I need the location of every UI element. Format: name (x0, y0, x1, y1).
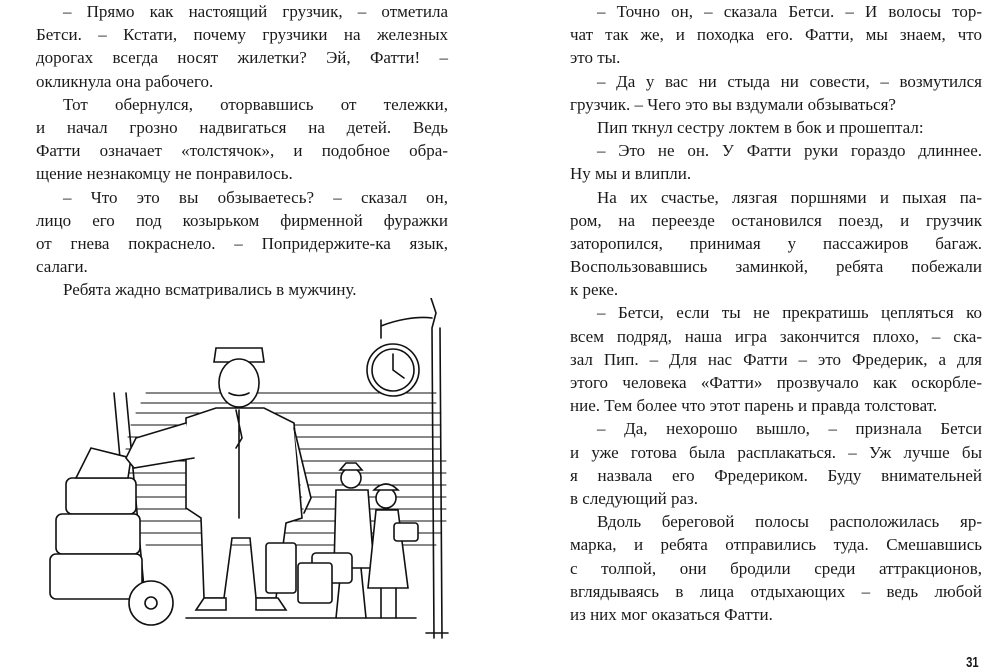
text-line: заторопился, принимая у пассажиров багаж. (570, 233, 982, 253)
text-line: лицо его под козырьком фирменной фуражки (36, 210, 448, 230)
text-line: этого человека «Фатти» прозвучало как оскорбле- (570, 373, 982, 392)
text-line: из них мог оказаться Фатти. (570, 604, 773, 624)
text-line: зал Пип. – Для нас Фатти – это Фредерик, а для (570, 349, 982, 369)
left-page-text (36, 0, 448, 301)
text-line: салаги. (36, 257, 88, 277)
text-line: – Что это вы обзываетесь? – сказал он, (63, 187, 448, 207)
text-line: ром, на переезде остановился поезд, и грузчик (570, 210, 982, 230)
text-line: Вдоль береговой полосы расположилась яр- (597, 512, 982, 532)
text-line: – Бетси, если ты не прекратишь цепляться ко (597, 303, 982, 323)
text-line: к реке. (570, 280, 619, 300)
text-line: и начал грозно надвигаться на детей. Ведь (36, 117, 448, 137)
text-line: Пип ткнул сестру локтем в бок и прошептал: (597, 117, 924, 137)
text-line: Тот обернулся, оторвавшись от тележки, (63, 94, 448, 114)
right-page-text (570, 0, 982, 626)
text-line: На их счастье, лязгая поршнями и пыхая па- (597, 187, 982, 207)
text-line: Фатти означает «толстячок», и подобное обра- (36, 141, 448, 161)
text-line: марка, и ребята отправились туда. Смешавшись (570, 535, 982, 555)
page-number: 31 (966, 654, 979, 671)
text-line: грузчик. – Чего это вы вздумали обзываться? (570, 94, 896, 114)
text-line: окликнула она рабочего. (36, 71, 214, 91)
text-line: Воспользовавшись заминкой, ребята побежали (570, 257, 982, 277)
text-line: дорогах всегда носят жилетки? Эй, Фатти! – (36, 48, 448, 68)
text-line: и уже готова была расплакаться. – Уж лучше бы (570, 442, 982, 462)
text-line: щение незнакомцу не понравилось. (36, 164, 293, 184)
text-line: – Прямо как настоящий грузчик, – отметила (63, 2, 448, 21)
text-line: чат так же, и походка его. Фатти, мы знаем, что (570, 25, 982, 45)
text-line: вглядываясь в лица отдыхающих – ведь любой (570, 581, 982, 601)
text-line: это ты. (570, 48, 621, 68)
text-line: Бетси. – Кстати, почему грузчики на железных (36, 25, 448, 45)
text-line: в следующий раз. (570, 488, 699, 508)
text-line: Ну мы и влипли. (570, 164, 692, 184)
text-line: я назвала его Фредериком. Буду внимательней (570, 465, 982, 485)
text-line: – Да у вас ни стыда ни совести, – возмутился (597, 71, 982, 91)
porter-station-illustration (36, 298, 460, 648)
text-line: – Точно он, – сказала Бетси. – И волосы тор- (597, 2, 982, 21)
text-line: от гнева покраснело. – Попридержите-ка язык, (36, 233, 448, 253)
text-line: Ребята жадно всматривались в мужчину. (63, 280, 357, 300)
text-line: – Это не он. У Фатти руки гораздо длиннее. (597, 141, 982, 161)
text-line: – Да, нехорошо вышло, – признала Бетси (597, 419, 982, 439)
text-line: с толпой, они бродили среди аттракционов, (570, 558, 982, 578)
text-line: ние. Тем более что этот парень и правда толстоват. (570, 396, 938, 416)
text-line: всем подряд, наша игра закончится плохо, – ска- (570, 326, 982, 346)
